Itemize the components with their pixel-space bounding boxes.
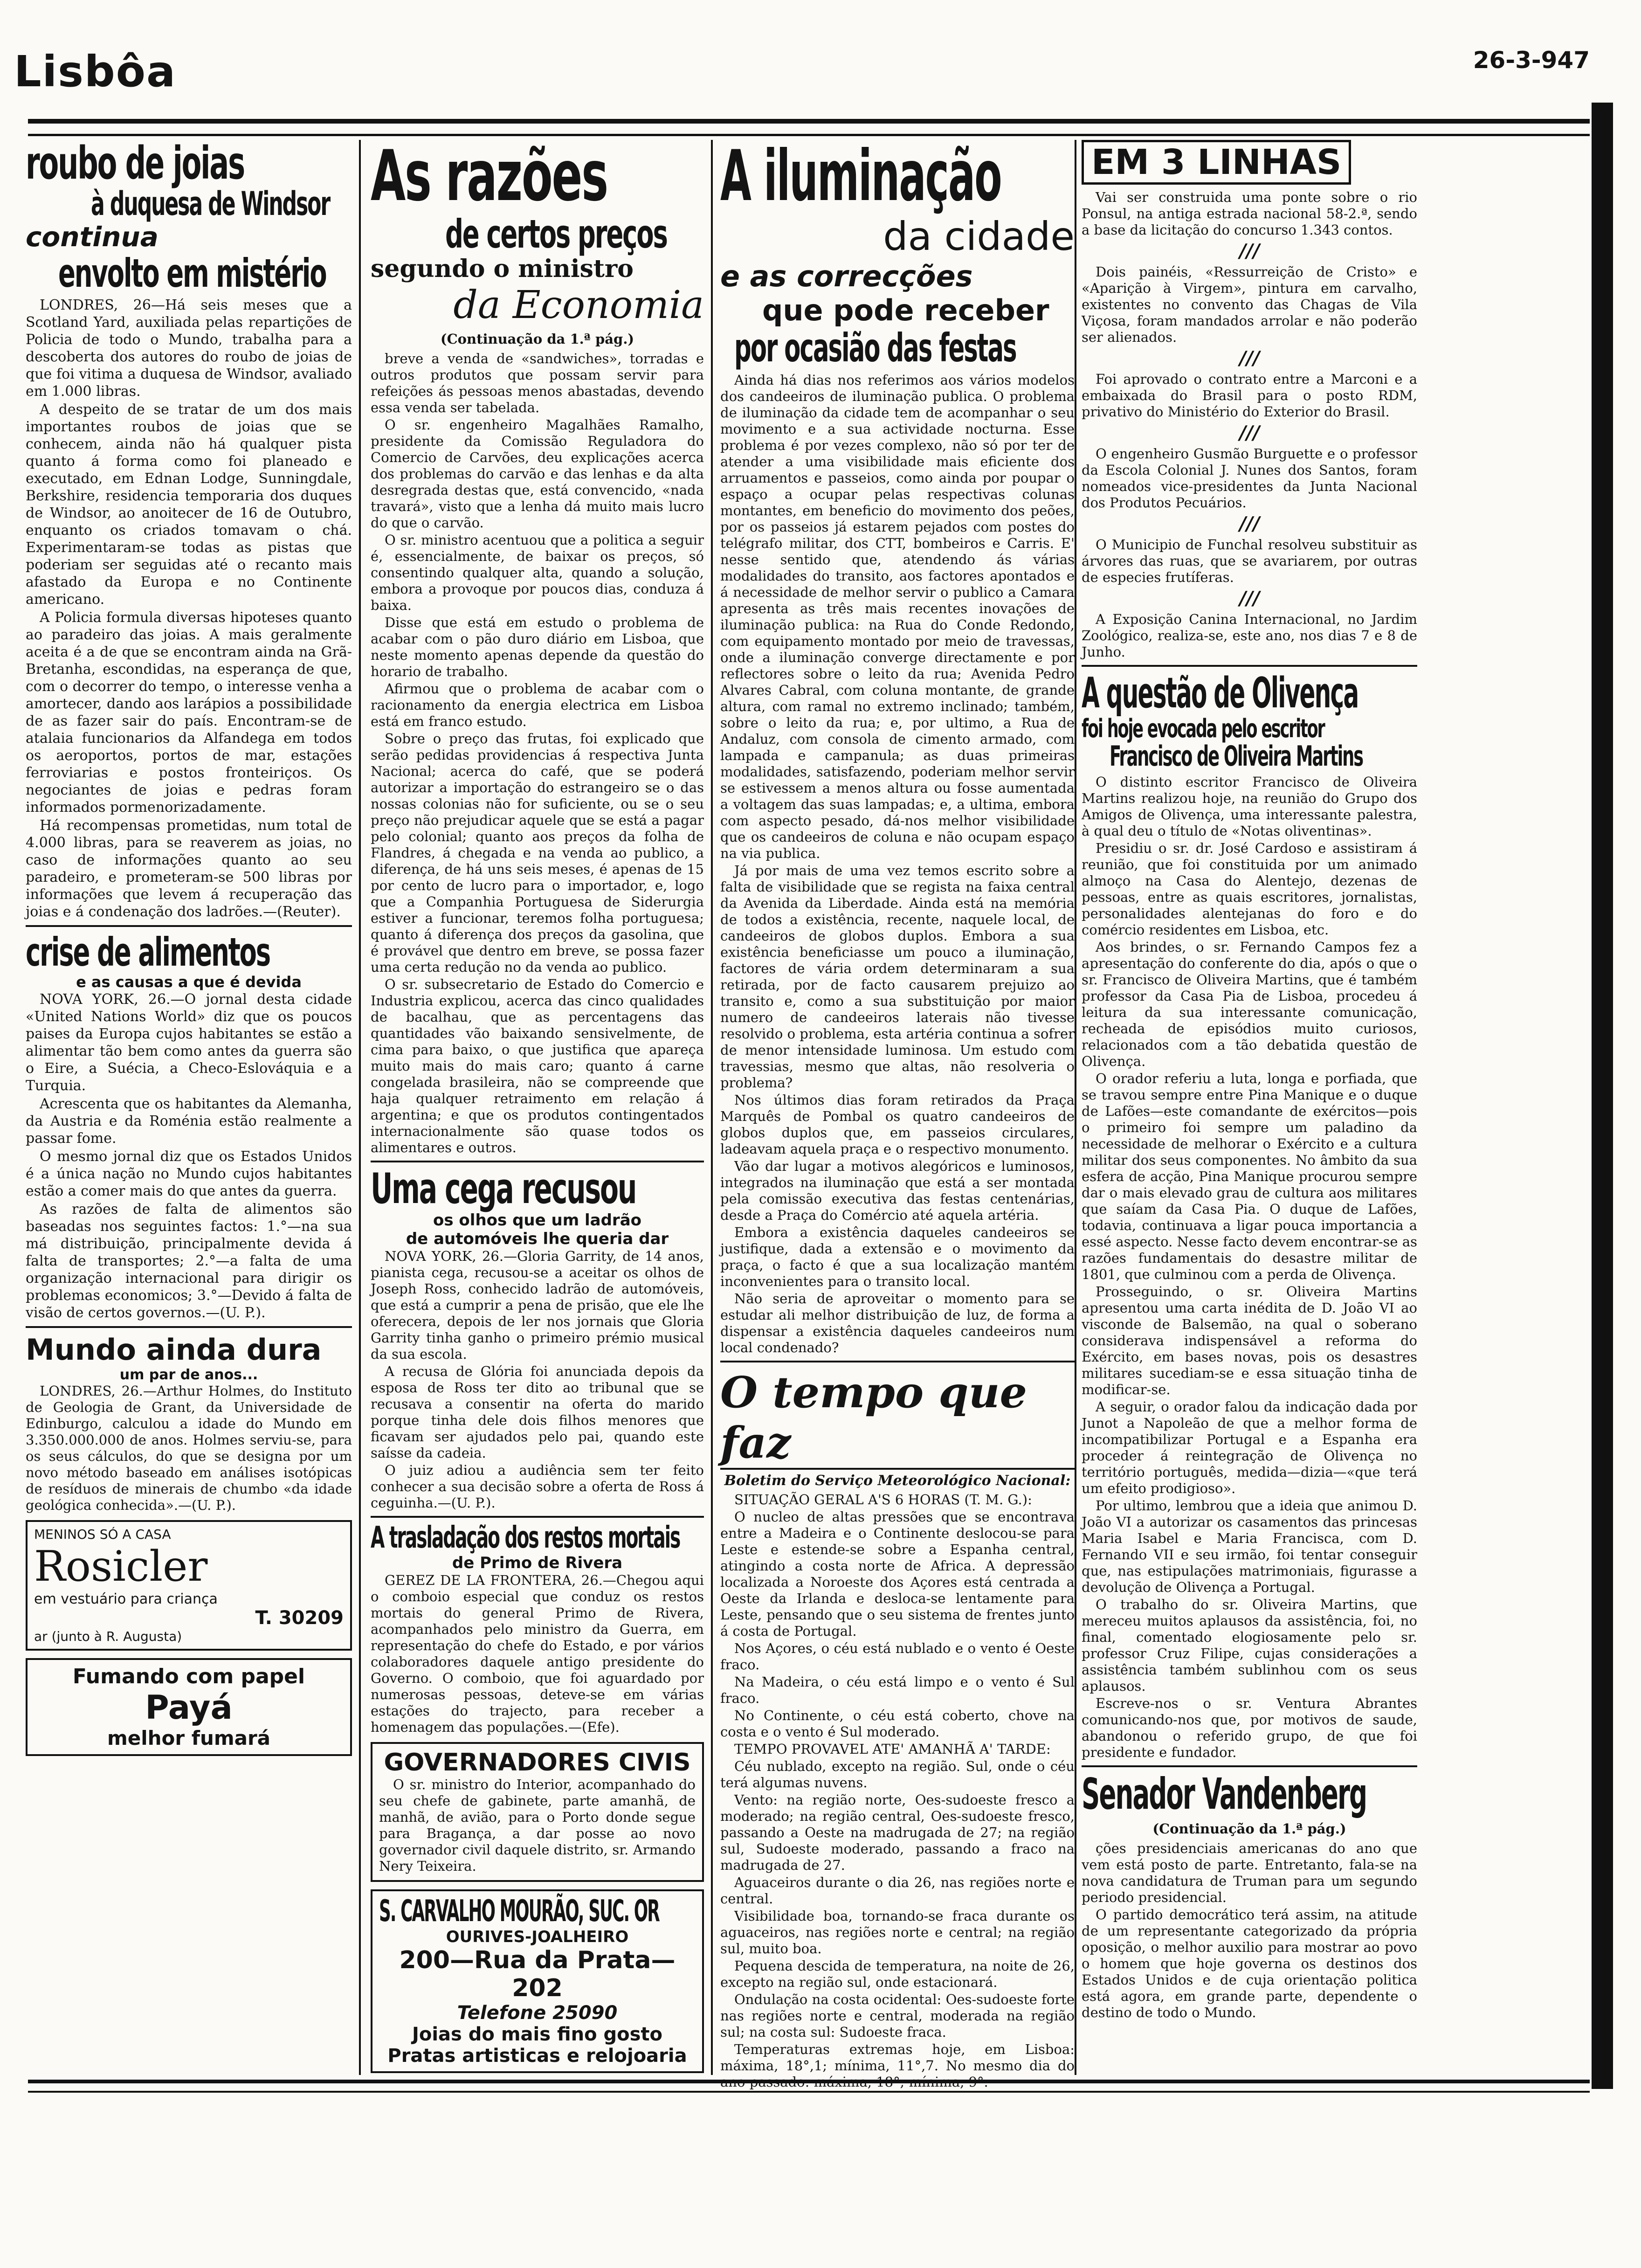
headline: O tempo que faz xyxy=(720,1367,1075,1470)
column-4 xyxy=(1082,140,1417,2075)
advert-brand: Payá xyxy=(145,1688,233,1727)
continuation-note: (Continuação da 1.ª pág.) xyxy=(1152,1820,1346,1837)
paragraph: Presidiu o sr. dr. José Cardoso e assistiram á reunião, que foi constituida por um animado almoço na Casa do Alentejo, dezenas de pessoas, entre as quais escritores, jornalistas, personalidades alentejanas do foro e do comércio residentes em Lisboa, etc. xyxy=(1082,840,1417,938)
column-divider xyxy=(711,140,713,2075)
issue-date: 26-3-947 xyxy=(1473,47,1590,74)
headline-line: envolto em mistério xyxy=(58,250,326,297)
advert-brand: S. CARVALHO MOURÃO, SUC. OR xyxy=(379,1894,659,1929)
article-city-lighting xyxy=(720,136,1075,1356)
subheadline: de Primo de Rivera xyxy=(452,1554,623,1573)
paragraph: Pequena descida de temperatura, na noite de 26, excepto na região sul, onde estacionará. xyxy=(720,1957,1075,1990)
brief-separator: /// xyxy=(1239,422,1260,444)
divider xyxy=(1082,1765,1417,1767)
paragraph: Vão dar lugar a motivos alegóricos e luminosos, integrados na iluminação que está a ser montada pela comissão executiva das festas centenárias, desde a Praça do Comércio até aquela artéria. xyxy=(720,1158,1075,1223)
advert-rosicler xyxy=(26,1520,352,1651)
paragraph: O sr. ministro do Interior, acompanhado do seu chefe de gabinete, parte amanhã, de manhã, de avião, para o Porto donde segue para Bragança, a dar posse ao novo governador civil daquele distrito, sr. Armando Nery Teixeira. xyxy=(379,1777,696,1874)
paragraph: Disse que está em estudo o problema de acabar com o pão duro diário em Lisboa, que neste momento apenas depende da questão do horario de trabalho. xyxy=(371,614,704,679)
headline-line: à duquesa de Windsor xyxy=(91,184,330,223)
brief-separator: /// xyxy=(1239,588,1260,609)
brief-item: Dois painéis, «Ressurreição de Cristo» e «Aparição à Virgem», pintura em carvalho, existentes no convento das Chagas de Vila Viçosa, foram mandados arrolar e não poderão ser alienados. xyxy=(1082,264,1417,345)
paragraph: A recusa de Glória foi anunciada depois da esposa de Ross ter dito ao tribunal que se recusava a consentir na oferta do marido porque tinha dele dois filhos menores que ficavam ser ajudados pelo pai, quando este saísse da cadeia. xyxy=(371,1363,704,1461)
paragraph: A Policia formula diversas hipoteses quanto ao paradeiro das joias. A mais geralmente aceita é a de que se encontram ainda na Grã-Bretanha, escondidas, na esperança de que, com o decorrer do tempo, o interesse venha a amortecer, dando aos larápios a possibilidade de as fazer sair do país. Encontram-se de atalaia funcionarios da Alfandega em todos os aeroportos, portos de mar, estações ferroviarias e postos fronteiriços. Os negociantes de joias e pedras foram informados pormenorizadamente. xyxy=(26,609,352,816)
section-em-3-linhas xyxy=(1082,140,1417,660)
paragraph: O trabalho do sr. Oliveira Martins, que mereceu muitos aplausos da assistência, foi, no final, comentado elogiosamente pelo sr. professor Cruz Filipe, cujas considerações a assistência também sublinhou com os seus aplausos. xyxy=(1082,1597,1417,1694)
advert-address: 200—Rua da Prata—202 xyxy=(399,1946,676,2002)
paragraph: LONDRES, 26.—Arthur Holmes, do Instituto de Geologia de Grant, da Universidade de Edinburgo, calculou a idade do Mundo em 3.350.000.000 de anos. Holmes serviu-se, para os seus cálculos, do que se designa por um novo método baseado em análises isotópicas de resíduos de minerais de chumbo «da idade geológica conhecida».—(U. P.). xyxy=(26,1383,352,1513)
article-food-crisis xyxy=(26,929,352,1321)
headline-line: segundo o ministro xyxy=(371,254,634,283)
paragraph: SITUAÇÃO GERAL A'S 6 HORAS (T. M. G.): xyxy=(734,1491,1032,1507)
article-blind-girl xyxy=(371,1164,704,1512)
paragraph: O orador referiu a luta, longa e porfiada, que se travou sempre entre Pina Manique e o duque de Lafões—este comandante de exércitos—pois o primeiro foi sempre um paladino da necessidade de melhorar o Exército e a cultura militar dos seus componentes. No âmbito da sua esfera de acção, Pina Manique procurou sempre dar o mais elevado grau de cultura aos militares que saíam da Casa Pia. O duque de Lafões, todavia, continuava a ligar pouca importancia a essé aspecto. Nesse facto devem encontrar-se as razões fundamentais do desastre militar de 1801, que culminou com a perda de Olivença. xyxy=(1082,1071,1417,1283)
brief-separator: /// xyxy=(1239,513,1260,535)
divider xyxy=(1082,665,1417,667)
divider xyxy=(371,1161,704,1162)
continuation-note: (Continuação da 1.ª pág.) xyxy=(440,331,634,347)
column-divider xyxy=(359,140,361,2075)
paragraph: Vento: na região norte, Oes-sudoeste fresco a moderado; na região central, Oes-sudoeste fresco, passando a Oeste na madrugada de 27; na região sul, Sudoeste moderado, passando a fraco na madrugada de 27. xyxy=(720,1791,1075,1873)
paragraph: Escreve-nos o sr. Ventura Abrantes comunicando-nos que, por motivos de saude, abandonou o referido grupo, de que foi presidente e fundador. xyxy=(1082,1695,1417,1761)
advert-trade: OURIVES-JOALHEIRO xyxy=(446,1927,629,1946)
article-world-age xyxy=(26,1333,352,1514)
paragraph: Na Madeira, o céu está limpo e o vento é Sul fraco. xyxy=(720,1673,1075,1706)
divider xyxy=(26,925,352,927)
subheadline: e as causas a que é devida xyxy=(76,973,302,991)
paragraph: GEREZ DE LA FRONTERA, 26.—Chegou aqui o comboio especial que conduz os restos mortais do general Primo de Rivera, acompanhados pelo ministro da Guerra, em representação do chefe do Estado, e por vários colaboradores daquele antigo presidente do Governo. O comboio, que foi aguardado por numerosas pessoas, deteve-se em várias estações do trajecto, para receber a homenagem das populações.—(Efe). xyxy=(371,1572,704,1736)
paragraph: Aguaceiros durante o dia 26, nas regiões norte e central. xyxy=(720,1874,1075,1907)
paragraph: NOVA YORK, 26.—Gloria Garrity, de 14 anos, pianista cega, recusou-se a aceitar os olhos de Joseph Ross, conhecido ladrão de automóveis, que está a cumprir a pena de prisão, que ele lhe oferecera, depois de ler nos jornais que Gloria Garrity tinha ganho o primeiro prémio musical da sua escola. xyxy=(371,1248,704,1362)
paragraph: Céu nublado, excepto na região. Sul, onde o céu terá algumas nuvens. xyxy=(720,1758,1075,1791)
advert-line: Pratas artisticas e relojoaria xyxy=(387,2045,687,2067)
headline-line: e as correcções xyxy=(720,259,973,293)
paragraph: Por ultimo, lembrou que a ideia que animou D. João VI a autorizar os casamentos das princesas Maria Isabel e Maria Francisca, com D. Fernando VII e seu irmão, foi tentar conseguir que, nas estipulações matrimoniais, figurasse a devolução de Olivença a Portugal. xyxy=(1082,1498,1417,1596)
paragraph: Há recompensas prometidas, num total de 4.000 libras, para se reaverem as joias, no caso de informações quanto ao seu paradeiro, e prometeram-se 500 libras por informações que levem á recuperação das joias e á condenação dos ladrões.—(Reuter). xyxy=(26,817,352,920)
paragraph: Nos últimos dias foram retirados da Praça Marquês de Pombal os quatro candeeiros de globos duplos que, em passeios circulares, ladeavam aquela praça e o respectivo monumento. xyxy=(720,1092,1075,1157)
headline: crise de alimentos xyxy=(26,929,270,975)
paragraph: O juiz adiou a audiência sem ter feito conhecer a sua decisão sobre a oferta de Ross á ceguinha.—(U. P.). xyxy=(371,1462,704,1511)
headline: Mundo ainda dura xyxy=(26,1332,322,1367)
advert-line: melhor fumará xyxy=(107,1726,271,1749)
headline-line: foi hoje evocada pelo escritor xyxy=(1082,713,1324,743)
paragraph: Afirmou que o problema de acabar com o racionamento da energia electrica em Lisboa está em franco estudo. xyxy=(371,680,704,729)
headline: Uma cega recusou xyxy=(371,1164,636,1213)
article-weather xyxy=(720,1367,1075,2090)
headline: As razões xyxy=(371,136,607,217)
paragraph: ções presidenciais americanas do ano que vem está posto de parte. Entretanto, fala-se na nova candidatura de Truman para um segundo periodo presidencial. xyxy=(1082,1840,1417,1905)
paragraph: Nos Açores, o céu está nublado e o vento é Oeste fraco. xyxy=(720,1640,1075,1673)
advert-jeweller xyxy=(371,1889,704,2073)
headline-line: continua xyxy=(26,221,159,253)
paragraph: O partido democrático terá assim, na atitude de um representante categorizado da própria oposição, o melhor auxilio para mostrar ao povo o homem que hoje governa os destinos dos Estados Unidos e de cuja orientação politica está agora, em grande parte, dependente o destino de todo o Mundo. xyxy=(1082,1906,1417,2020)
advert-brand: Rosicler xyxy=(34,1542,208,1591)
paragraph: Ondulação na costa ocidental: Oes-sudoeste forte nas regiões norte e central, moderada na região sul; na costa sul: Sudoeste fraca. xyxy=(720,1991,1075,2040)
headline: roubo de joias xyxy=(26,137,244,189)
divider xyxy=(720,1361,1075,1362)
paragraph: O mesmo jornal diz que os Estados Unidos é a única nação no Mundo cujos habitantes estão a comer mais do que antes da guerra. xyxy=(26,1148,352,1199)
brief-separator: /// xyxy=(1239,347,1260,369)
column-divider xyxy=(1075,140,1076,2075)
headline: A questão de Olivença xyxy=(1082,669,1358,718)
headline-line: Francisco de Oliveira Martins xyxy=(1110,740,1363,773)
brief-separator: /// xyxy=(1239,240,1260,262)
article-governors xyxy=(371,1742,704,1882)
bottom-rule xyxy=(28,2080,1590,2093)
paragraph: Embora a existência daqueles candeeiros se justifique, dada a extensão e o movimento da praça, o facto é que a sua localização mantém inconvenientes para o transito local. xyxy=(720,1224,1075,1289)
paragraph: O sr. engenheiro Magalhães Ramalho, presidente da Comissão Reguladora do Comercio de Carvões, deu explicações acerca dos problemas do carvão e das lenhas e da alta desregrada destas que, está convencido, «nada travará», visto que a lenha dá muito mais lucro do que o carvão. xyxy=(371,416,704,531)
paragraph: A despeito de se tratar de um dos mais importantes roubos de joias que se conhecem, ainda não há qualquer pista quanto á forma como foi planeado e executado, em Ednan Lodge, Sunningdale, Berkshire, residencia temporaria dos duques de Windsor, ao anoitecer de 16 de Outubro, enquanto os criados tomavam o chá. Experimentaram-se todas as pistas que poderiam ser seguidas até o recanto mais afastado da Europa e no Continente americano. xyxy=(26,401,352,608)
top-rule xyxy=(28,119,1590,136)
paragraph: A seguir, o orador falou da indicação dada por Junot a Napoleão de que a melhor forma de incompatibilizar Portugal e a Espanha era proceder á reintegração de Olivença no território português, medida—dizia—«que terá um efeito prodigioso». xyxy=(1082,1399,1417,1497)
section-heading: EM 3 LINHAS xyxy=(1082,140,1351,185)
subheadline: um par de anos... xyxy=(119,1366,258,1383)
brief-item: O engenheiro Gusmão Burguette e o professor da Escola Colonial J. Nunes dos Santos, foram nomeados vice-presidentes da Junta Nacional dos Produtos Pecuários. xyxy=(1082,446,1417,511)
column-1 xyxy=(26,137,352,2075)
divider xyxy=(371,1516,704,1518)
headline: A trasladação dos restos mortais xyxy=(371,1521,680,1556)
column-3 xyxy=(720,136,1075,2090)
article-jewel-theft xyxy=(26,137,352,920)
paragraph: LONDRES, 26—Há seis meses que a Scotland Yard, auxiliada pelas repartições de Policia de todo o Mundo, trabalha para a descoberta dos autores do roubo de joias de que foi vitima a duquesa de Windsor, avaliado em 1.000 libras. xyxy=(26,297,352,400)
subheadline: de automóveis lhe queria dar xyxy=(406,1230,669,1249)
headline-line: de certos preços xyxy=(445,211,667,257)
brief-item: A Exposição Canina Internacional, no Jardim Zoológico, realiza-se, este ano, nos dias 7 e 8 de Junho. xyxy=(1082,611,1417,660)
headline-line: da cidade xyxy=(883,213,1075,259)
paragraph: Temperaturas extremas hoje, em Lisboa: máxima, 18°,1; mínima, 11°,7. No mesmo dia do ano passado: máxima, 18°; mínima, 9°. xyxy=(720,2041,1075,2090)
article-vandenberg xyxy=(1082,1769,1417,2021)
article-primo-de-rivera xyxy=(371,1522,704,1736)
paragraph: Prosseguindo, o sr. Oliveira Martins apresentou uma carta inédita de D. João VI ao visconde de Balsemão, na qual o soberano considerava indispensável a reforma do Exército, em bases novas, pois os desastres militares sucediam-se e essa situação tinha de modificar-se. xyxy=(1082,1284,1417,1398)
advert-line: Fumando com papel xyxy=(72,1664,305,1688)
advert-phone: T. 30209 xyxy=(255,1607,344,1629)
paragraph: Aos brindes, o sr. Fernando Campos fez a apresentação do conferente do dia, após o que o sr. Francisco de Oliveira Martins, que é também professor da Casa Pia de Lisboa, procedeu á leitura da sua interessante comunicação, recheada de episódios muito curiosos, relacionados com a tão debatida questão de Olivença. xyxy=(1082,939,1417,1070)
headline: A iluminação xyxy=(720,136,1001,217)
headline: Senador Vandenberg xyxy=(1082,1769,1367,1819)
advert-address: ar (junto à R. Augusta) xyxy=(34,1628,182,1644)
headline: GOVERNADORES CIVIS xyxy=(384,1749,691,1777)
paragraph: TEMPO PROVAVEL ATE' AMANHÃ A' TARDE: xyxy=(734,1741,1051,1757)
article-olivenca xyxy=(1082,671,1417,1761)
paragraph: No Continente, o céu está coberto, chove na costa e o vento é Sul moderado. xyxy=(720,1707,1075,1740)
subheadline: Boletim do Serviço Meteorológico Nacional: xyxy=(724,1472,1071,1489)
paragraph: O sr. subsecretario de Estado do Comercio e Industria explicou, acerca das cinco qualidades de bacalhau, que as percentagens das quantidades vão baixando sensivelmente, de cima para baixo, o que justifica que apareça muito mais do mais caro; quanto á carne congelada brasileira, não se compreende que haja qualquer retraimento em relação á argentina; e que os produtos contingentados internacionalmente são quase todos os alimentares e outros. xyxy=(371,976,704,1155)
subheadline: os olhos que um ladrão xyxy=(433,1211,641,1230)
paragraph: O distinto escritor Francisco de Oliveira Martins realizou hoje, na reunião do Grupo dos Amigos de Olivença, uma interessante palestra, à qual deu o título de «Notas oliventinas». xyxy=(1082,774,1417,839)
paragraph: Não seria de aproveitar o momento para se estudar ali melhor distribuição de luz, de forma a dispensar a existência daqueles candeeiros num local condenado? xyxy=(720,1290,1075,1355)
paragraph: Visibilidade boa, tornando-se fraca durante os aguaceiros, nas regiões norte e central; na região sul, muito boa. xyxy=(720,1908,1075,1957)
paragraph: O sr. ministro acentuou que a politica a seguir é, essencialmente, de baixar os preços, só consentindo qualquer alta, quando a solução, embora a provoque por poucos dias, conduza á baixa. xyxy=(371,532,704,613)
paragraph: O nucleo de altas pressões que se encontrava entre a Madeira e o Continente deslocou-se para Leste e estende-se sobre a Espanha central, atingindo a costa norte de Africa. A depressão localizada a Noroeste dos Açores está centrada a Oeste da Irlanda e desloca-se lentamente para Leste, pensando que o seu sistema de frentes junto á costa de Portugal. xyxy=(720,1508,1075,1639)
headline-line: por ocasião das festas xyxy=(734,325,1016,371)
advert-phone: Telefone 25090 xyxy=(457,2002,618,2024)
brief-item: Foi aprovado o contrato entre a Marconi e a embaixada do Brasil para o posto RDM, privativo do Ministério do Exterior do Brasil. xyxy=(1082,371,1417,420)
paragraph: As razões de falta de alimentos são baseadas nos seguintes factos: 1.°—na sua má distribuição, principalmente devida á falta de transportes; 2.°—a falta de uma organização internacional para dirigir os problemas economicos; 3.°—Devido á falta de visão de certos governos.—(U. P.). xyxy=(26,1201,352,1321)
brief-item: Vai ser construida uma ponte sobre o rio Ponsul, na antiga estrada nacional 58-2.ª, sendo a base da licitação do concurso 1.343 contos. xyxy=(1082,189,1417,238)
paragraph: Acrescenta que os habitantes da Alemanha, da Austria e da Roménia estão realmente a passar fome. xyxy=(26,1095,352,1147)
advert-paya xyxy=(26,1658,352,1756)
paragraph: Já por mais de uma vez temos escrito sobre a falta de visibilidade que se regista na faixa central da Avenida da Liberdade. Ainda está na memória de todos a existência, recente, naquele local, de candeeiros de globos duplos. Embora a sua existência beneficiasse um pouco a iluminação, factores de vária ordem determinaram a sua retirada, por de facto causarem prejuizo ao transito e, como a sua substituição por maior numero de candeeiros laterais não tivesse resolvido o problema, esta artéria continua a sofrer de menor intensidade luminosa. Um estudo com travessias, mesmo que altas, não resolveria o problema? xyxy=(720,862,1075,1091)
divider xyxy=(26,1326,352,1328)
advert-description: em vestuário para criança xyxy=(34,1590,218,1607)
column-2 xyxy=(371,136,704,2075)
paragraph: Ainda há dias nos referimos aos vários modelos dos candeeiros de iluminação publica. O problema de iluminação da cidade tem de acompanhar o seu movimento e a sua actividade nocturna. Esse problema é por vezes complexo, não só por ter de atender a uma visibilidade mais eficiente dos arruamentos e passeios, como ainda por poupar o espaço a ocupar pelas respectivas colunas montantes, em beneficio do movimento dos peões, por os passeios já estarem pejados com postes do telégrafo militar, dos CTT, bombeiros e Carris. E' nesse sentido que, atendendo ás várias modalidades do transito, aos factores apontados e á necessidade de melhor servir o publico a Camara apresenta as três mais recentes inovações de iluminação publica: na Rua do Conde Redondo, com equipamento montado por meio de travessas, onde a iluminação converge directamente e por reflectores sobre o leito da rua; Avenida Pedro Alvares Cabral, com coluna montante, de grande altura, com ramal no extremo inclinado; também, sobre o leito da rua; e, por ultimo, a Rua de Andaluz, com consola de cimento armado, com lampada e campanula; as duas primeiras modalidades, satisfazendo, poderiam melhor servir se estivessem a menos altura ou fosse aumentada a voltagem das suas lampadas; e, a ultima, embora com aspecto pesado, dá-nos melhor visibilidade que os candeeiros de coluna e não ocupam espaço na via publica. xyxy=(720,372,1075,861)
headline-line: da Economia xyxy=(453,283,704,327)
brief-item: O Municipio de Funchal resolveu substituir as árvores das ruas, que se avariarem, por outras de especies frutíferas. xyxy=(1082,537,1417,585)
section-title: Lisbôa xyxy=(14,47,177,97)
paragraph: NOVA YORK, 26.—O jornal desta cidade «United Nations World» diz que os poucos paises da Europa cujos habitantes se estão a alimentar tão bem como antes da guerra são o Eire, a Suécia, a Checo-Eslováquia e a Turquia. xyxy=(26,991,352,1094)
paragraph: breve a venda de «sandwiches», torradas e outros produtos que possam servir para refeições ás pessoas menos abastadas, devendo essa venda ser tabelada. xyxy=(371,350,704,415)
right-margin-bar xyxy=(1592,103,1613,2089)
article-prices xyxy=(371,136,704,1156)
headline-line: que pode receber xyxy=(762,293,1049,327)
advert-tagline: MENINOS SÓ A CASA xyxy=(34,1526,171,1542)
advert-line: Joias do mais fino gosto xyxy=(412,2023,662,2045)
paragraph: Sobre o preço das frutas, foi explicado que serão pedidas providencias á respectiva Junta Nacional; acerca do café, que se poderá autorizar a importação do estrangeiro se o das nossas colonias não for suficiente, ou se o seu preço não prejudicar aquele que se está a pagar pelo colonial; quanto aos preços da folha de Flandres, á chegada e na venda ao publico, a diferença, de há uns seis meses, é apenas de 15 por cento de lucro para o importador, e, logo que a Companhia Portuguesa de Siderurgia estiver a funcionar, teremos folha portuguesa; quanto á diferença dos preços da gasolina, que é provável que dentro em breve, se possa fazer uma certa redução no da venda ao publico. xyxy=(371,730,704,975)
